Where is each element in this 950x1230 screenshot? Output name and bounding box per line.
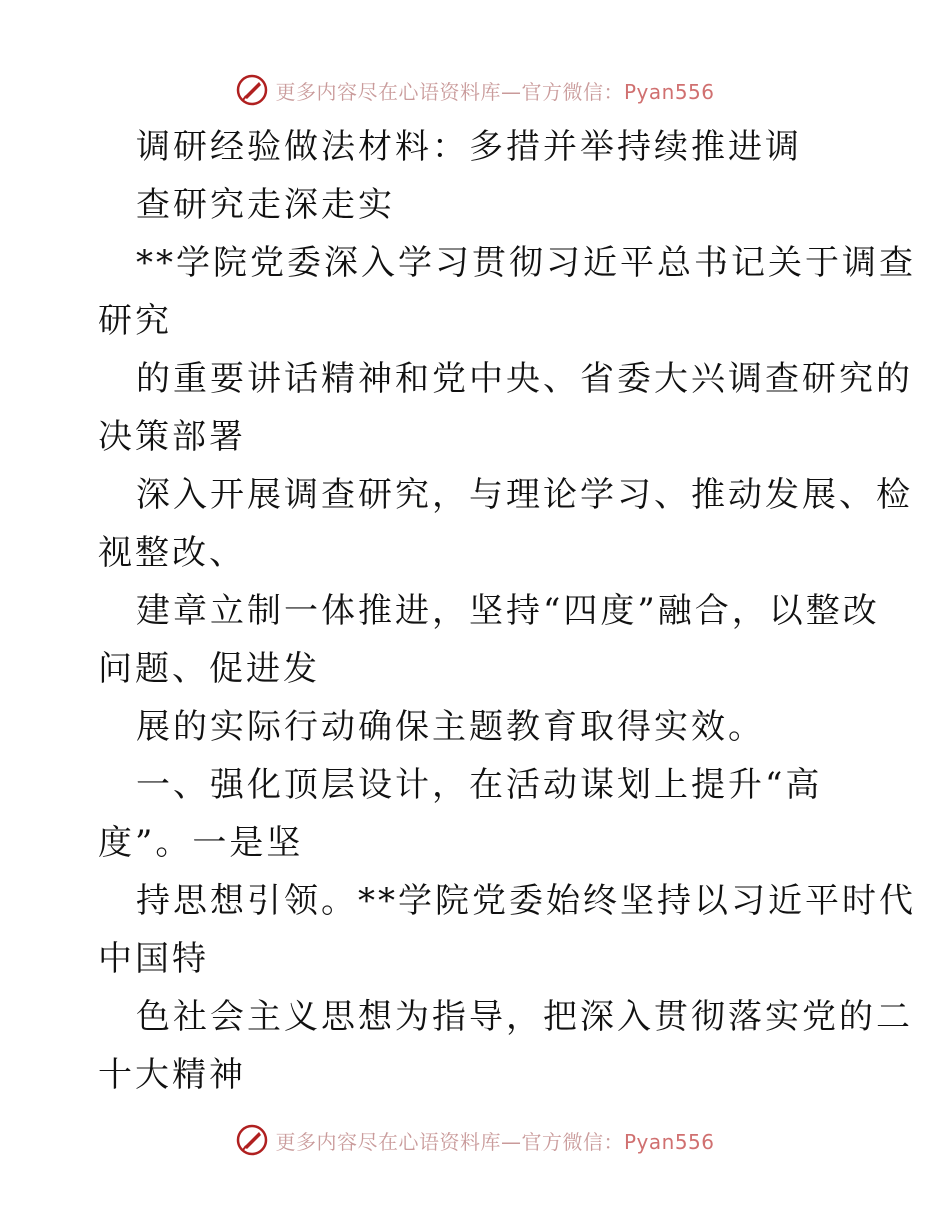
- watermark-text: [275, 76, 714, 105]
- paragraph-line: 中国特: [98, 939, 209, 979]
- watermark-site-name: 更多内容尽在心语资料库: [275, 79, 501, 104]
- watermark-contact-id: Pyan556: [623, 79, 715, 104]
- watermark-group: [235, 73, 714, 107]
- section-heading-line: 一、强化顶层设计，在活动谋划上提升“高: [136, 765, 823, 805]
- watermark-site-name: 更多内容尽在心语资料库: [275, 1129, 501, 1154]
- watermark-contact-label: 官方微信：: [521, 1129, 624, 1154]
- paragraph-line: 持思想引领。**学院党委始终坚持以习近平时代: [136, 881, 916, 921]
- paragraph-line: 问题、促进发: [98, 649, 320, 689]
- paragraph-line: 的重要讲话精神和党中央、省委大兴调查研究的: [136, 359, 913, 399]
- watermark-group: [235, 1123, 714, 1157]
- header-watermark: [0, 70, 950, 110]
- footer-watermark: [0, 1120, 950, 1160]
- paragraph-line: 深入开展调查研究，与理论学习、推动发展、检: [136, 475, 913, 515]
- paragraph-line: 色社会主义思想为指导，把深入贯彻落实党的二: [136, 997, 913, 1037]
- paragraph-line: **学院党委深入学习贯彻习近平总书记关于调查: [136, 243, 916, 283]
- document-body: [98, 118, 916, 1104]
- document-title-line: 调研经验做法材料：多措并举持续推进调: [136, 127, 802, 167]
- paragraph-line: 建章立制一体推进，坚持“四度”融合，以整改: [136, 591, 880, 631]
- document-title-line: 查研究走深走实: [136, 185, 395, 225]
- paragraph-line: 展的实际行动确保主题教育取得实效。: [136, 707, 765, 747]
- watermark-separator: —: [500, 79, 522, 104]
- watermark-separator: —: [500, 1129, 522, 1154]
- quill-logo-icon: [235, 1123, 269, 1157]
- watermark-contact-label: 官方微信：: [521, 79, 624, 104]
- paragraph-line: 度”。一是坚: [98, 823, 304, 863]
- paragraph-line: 研究: [98, 301, 172, 341]
- paragraph-line: 视整改、: [98, 533, 246, 573]
- paragraph-line: 决策部署: [98, 417, 246, 457]
- paragraph-line: 十大精神: [98, 1055, 246, 1095]
- watermark-contact-id: Pyan556: [623, 1129, 715, 1154]
- watermark-text: [275, 1126, 714, 1155]
- quill-logo-icon: [235, 73, 269, 107]
